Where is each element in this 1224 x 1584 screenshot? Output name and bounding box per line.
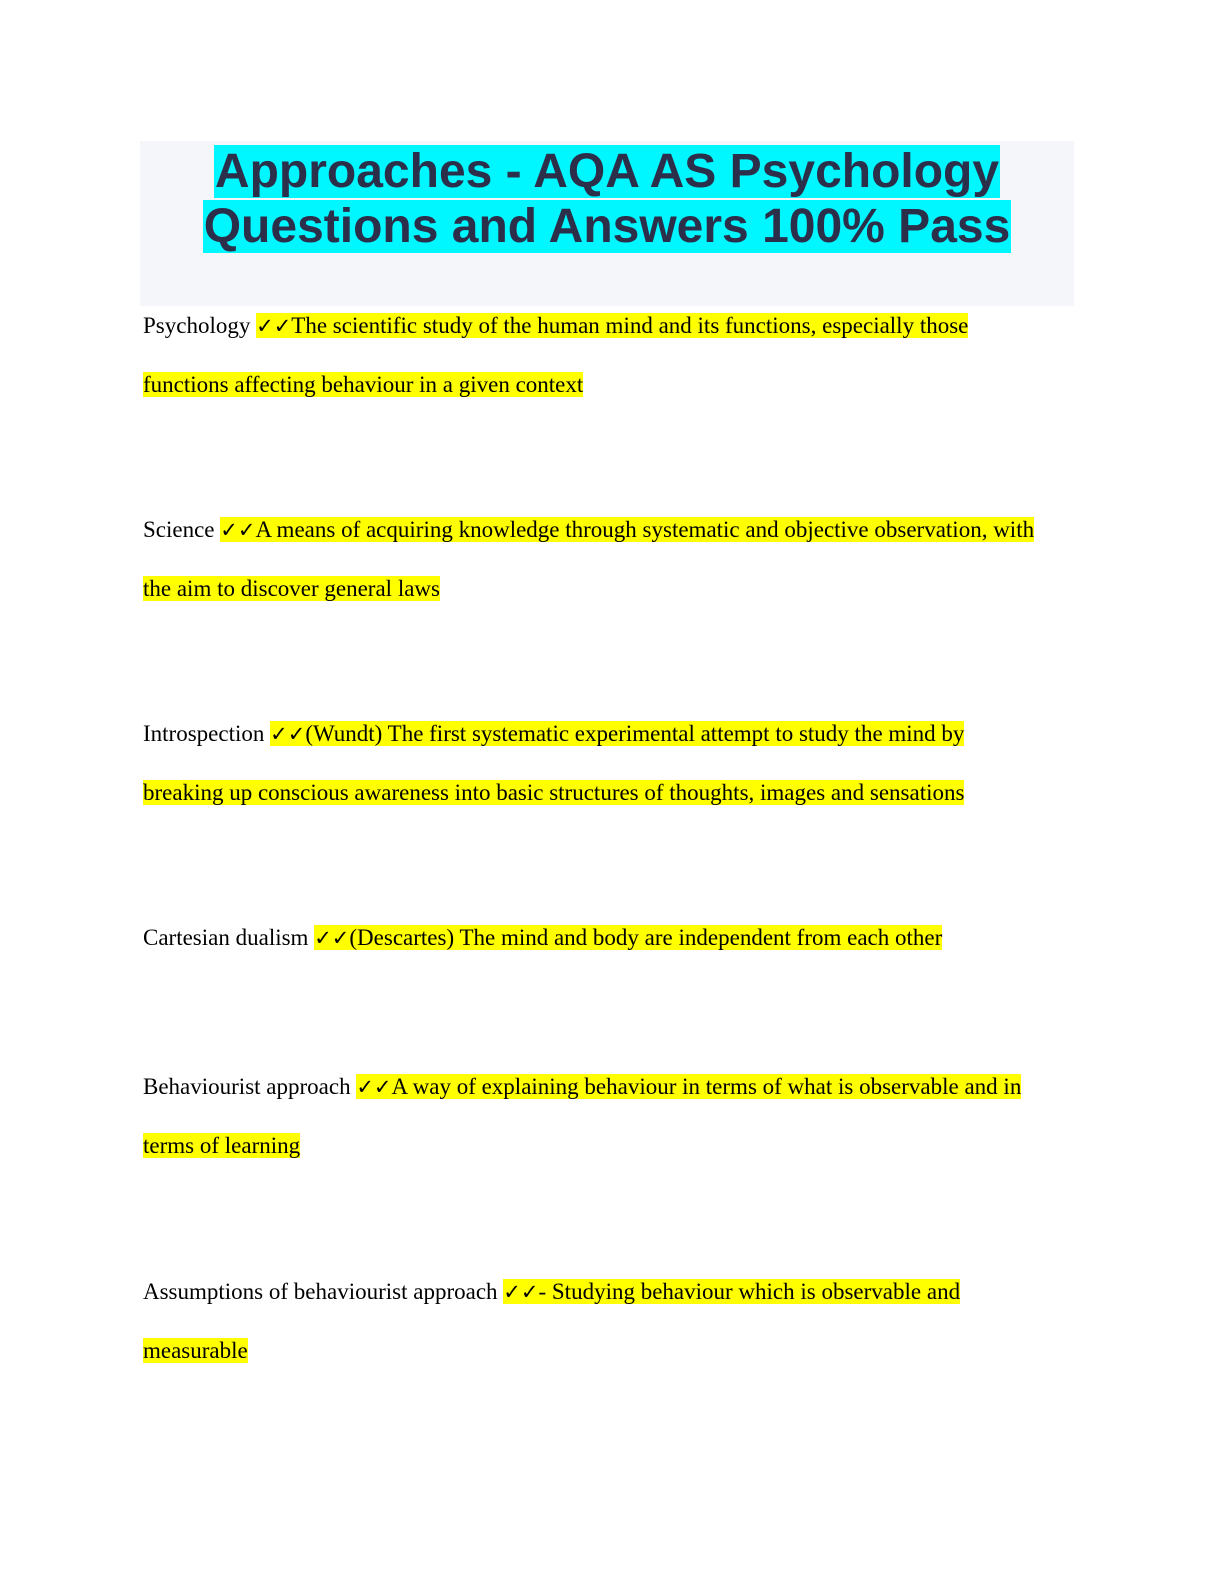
- definition-line-2: functions affecting behaviour in a given context: [143, 372, 584, 397]
- definition-text: A means of acquiring knowledge through systematic and objective observation, with: [255, 517, 1035, 542]
- title-line-2: Questions and Answers 100% Pass: [203, 200, 1011, 253]
- definition-text: (Descartes) The mind and body are independent from each other: [349, 925, 943, 950]
- double-check-icon: ✓✓: [270, 722, 306, 746]
- definition-line-1: [270, 721, 964, 746]
- definition-line-1: [503, 1279, 960, 1304]
- double-check-icon: ✓✓: [503, 1280, 539, 1304]
- double-check-icon: ✓✓: [220, 518, 256, 542]
- term: Science: [143, 517, 215, 542]
- definition-text: A way of explaining behaviour in terms of what is observable and in: [391, 1074, 1022, 1099]
- definition-line-1: [220, 517, 1034, 542]
- double-check-icon: ✓✓: [314, 926, 350, 950]
- definition-line-2: terms of learning: [143, 1133, 301, 1158]
- term: Psychology: [143, 313, 251, 338]
- title-line-1: Approaches - AQA AS Psychology: [214, 145, 1000, 198]
- double-check-icon: ✓✓: [356, 1075, 392, 1099]
- term: Cartesian dualism: [143, 925, 309, 950]
- definition-line-1: [314, 925, 942, 950]
- definition-line-2: breaking up conscious awareness into basic structures of thoughts, images and sensations: [143, 780, 965, 805]
- term: Assumptions of behaviourist approach: [143, 1279, 498, 1304]
- double-check-icon: ✓✓: [256, 314, 292, 338]
- definition-text: The scientific study of the human mind and its functions, especially those: [291, 313, 969, 338]
- definition-line-1: [356, 1074, 1021, 1099]
- definition-line-2: the aim to discover general laws: [143, 576, 440, 601]
- definition-line-2: measurable: [143, 1338, 248, 1363]
- page-title: [140, 144, 1074, 254]
- term: Behaviourist approach: [143, 1074, 351, 1099]
- definition-line-1: [256, 313, 968, 338]
- definition-text: (Wundt) The first systematic experimental attempt to study the mind by: [305, 721, 965, 746]
- definition-text: - Studying behaviour which is observable and: [538, 1279, 961, 1304]
- title-box: [140, 141, 1074, 306]
- term: Introspection: [143, 721, 265, 746]
